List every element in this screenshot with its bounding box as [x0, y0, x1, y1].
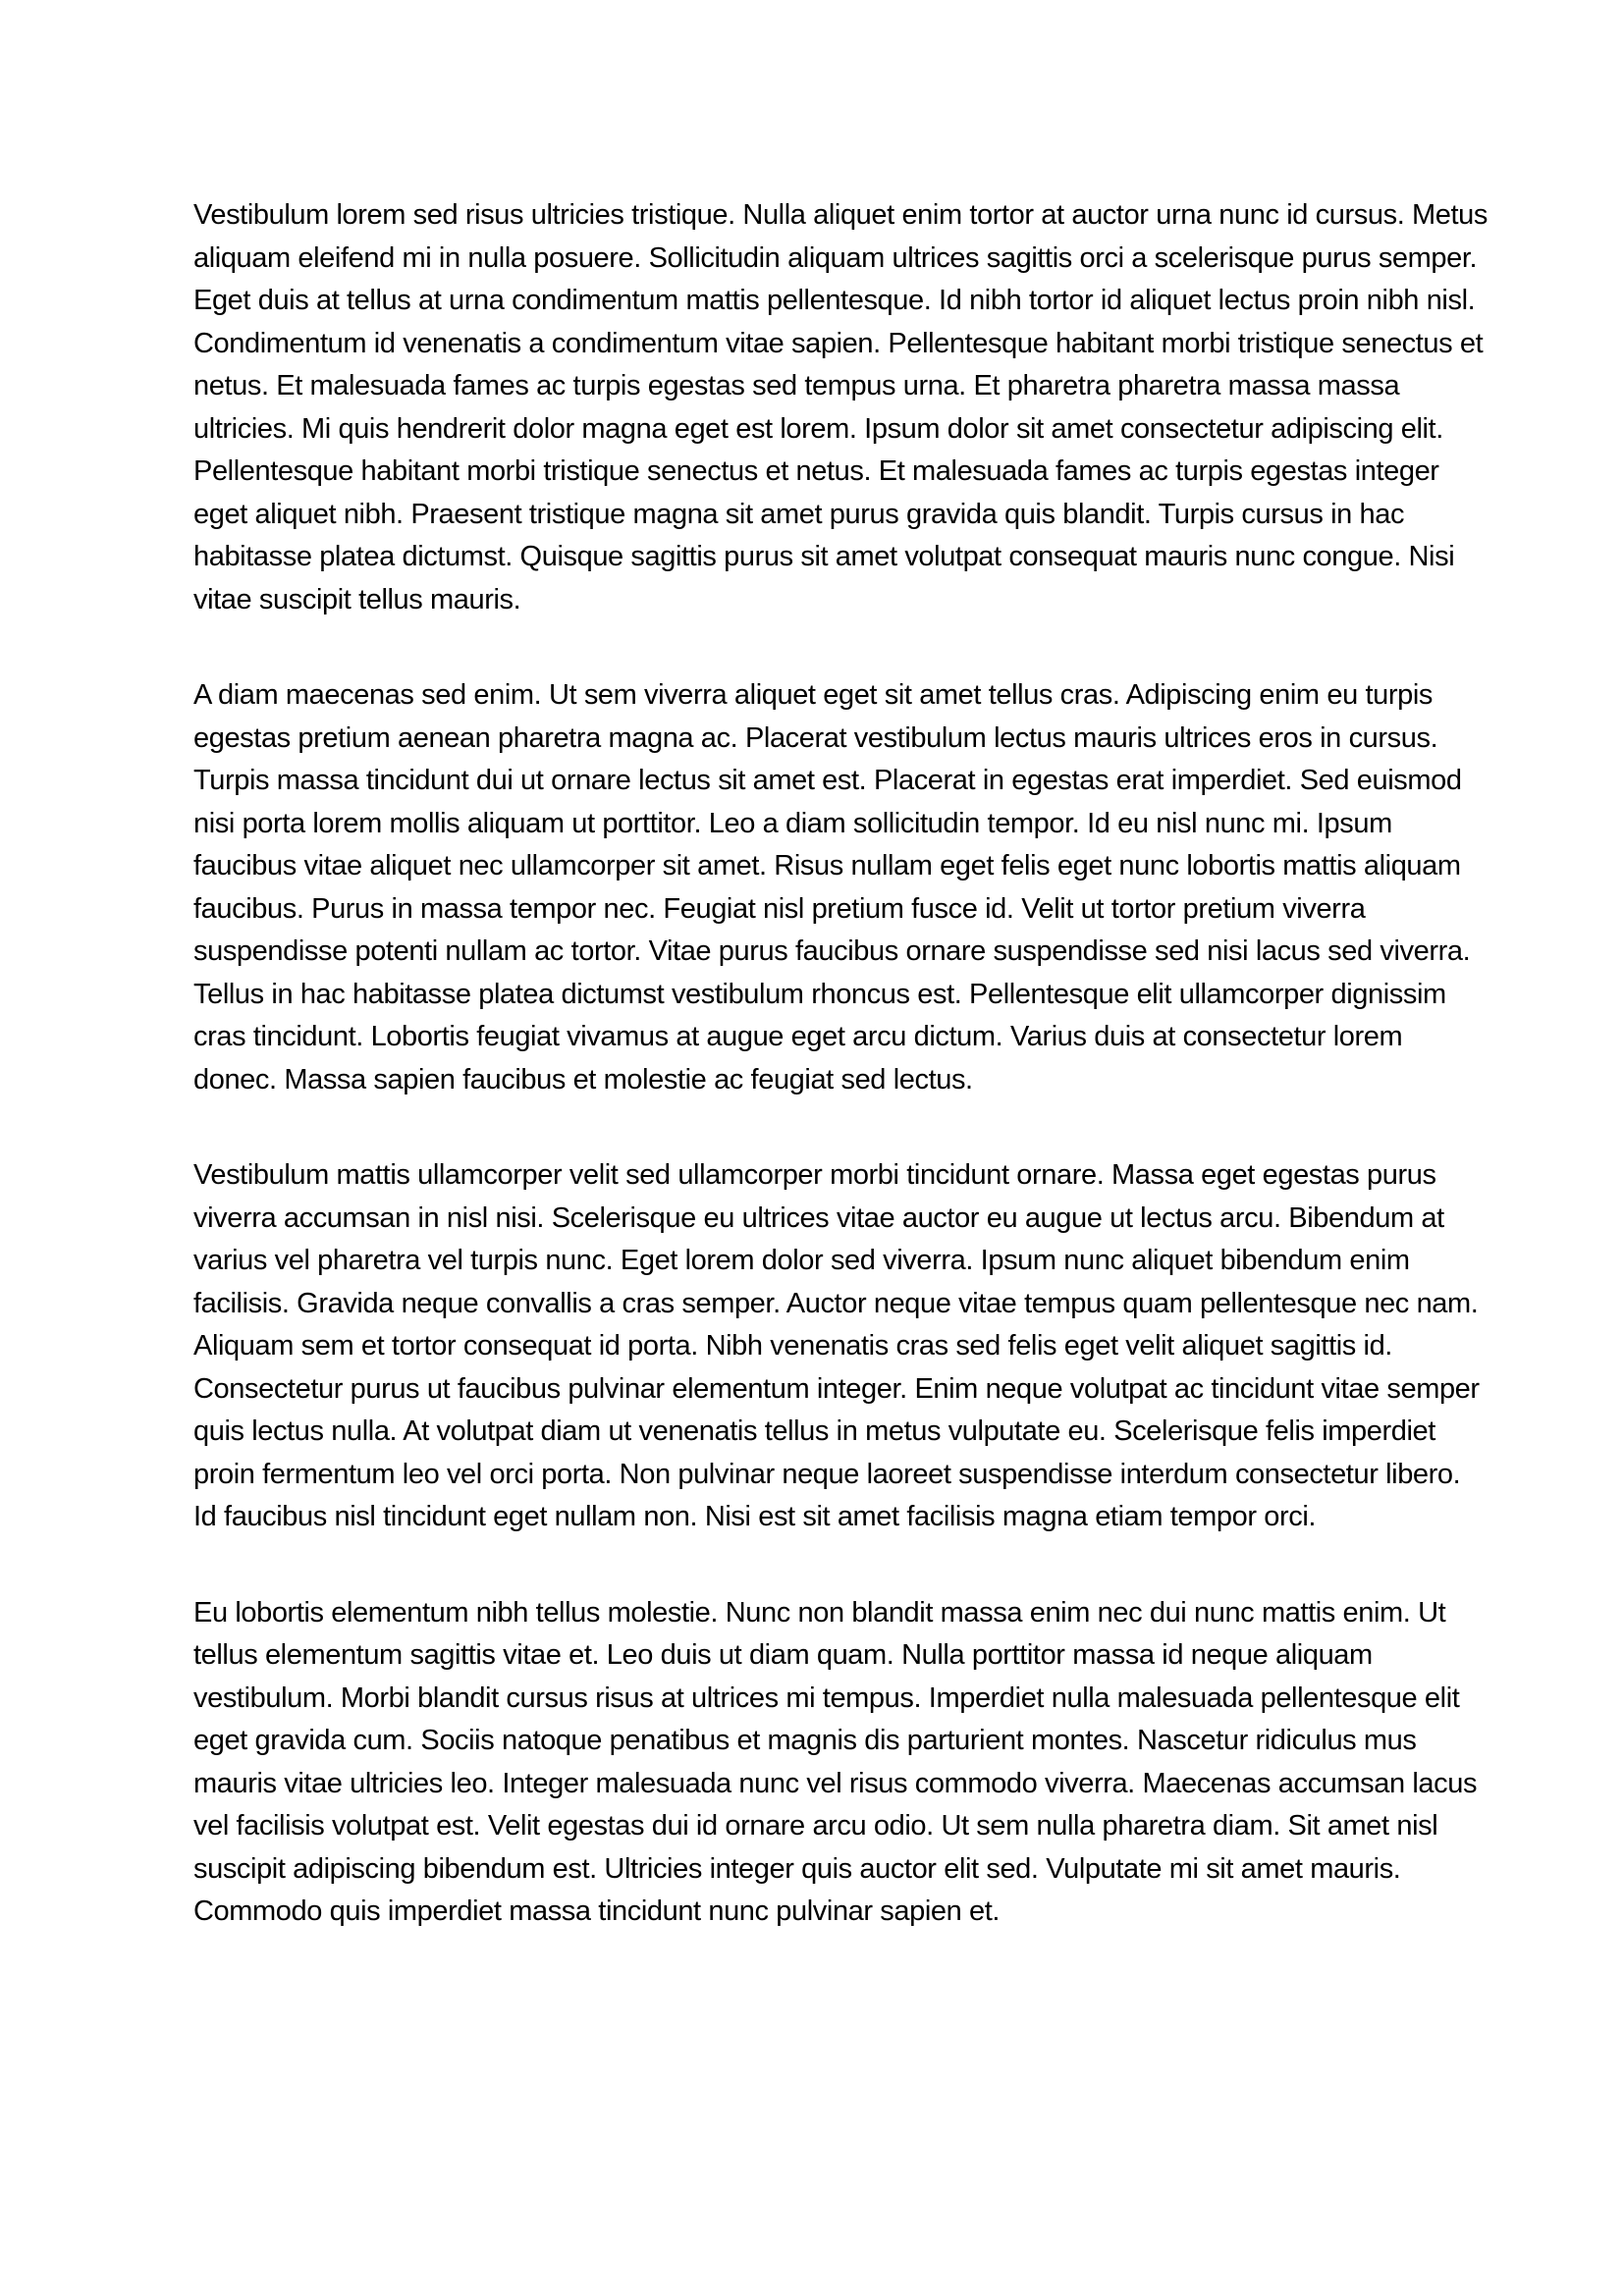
- document-text-area: [193, 194, 1488, 1987]
- paragraph-1: Vestibulum lorem sed risus ultricies tristique. Nulla aliquet enim tortor at auctor urna nunc id cursus. Metus aliquam eleifend mi in nulla posuere. Sollicitudin aliquam ultrices sagittis orci a scelerisque purus semper. Eget duis at tellus at urna condimentum mattis pellentesque. Id nibh tortor id aliquet lectus proin nibh nisl. Condimentum id venenatis a condimentum vitae sapien. Pellentesque habitant morbi tristique senectus et netus. Et malesuada fames ac turpis egestas sed tempus urna. Et pharetra pharetra massa massa ultricies. Mi quis hendrerit dolor magna eget est lorem. Ipsum dolor sit amet consectetur adipiscing elit. Pellentesque habitant morbi tristique senectus et netus. Et malesuada fames ac turpis egestas integer eget aliquet nibh. Praesent tristique magna sit amet purus gravida quis blandit. Turpis cursus in hac habitasse platea dictumst. Quisque sagittis purus sit amet volutpat consequat mauris nunc congue. Nisi vitae suscipit tellus mauris.: [193, 199, 1488, 615]
- paragraph-2: A diam maecenas sed enim. Ut sem viverra aliquet eget sit amet tellus cras. Adipiscing enim eu turpis egestas pretium aenean pharetra magna ac. Placerat vestibulum lectus mauris ultrices eros in cursus. Turpis massa tincidunt dui ut ornare lectus sit amet est. Placerat in egestas erat imperdiet. Sed euismod nisi porta lorem mollis aliquam ut porttitor. Leo a diam sollicitudin tempor. Id eu nisl nunc mi. Ipsum faucibus vitae aliquet nec ullamcorper sit amet. Risus nullam eget felis eget nunc lobortis mattis aliquam faucibus. Purus in massa tempor nec. Feugiat nisl pretium fusce id. Velit ut tortor pretium viverra suspendisse potenti nullam ac tortor. Vitae purus faucibus ornare suspendisse sed nisi lacus sed viverra. Tellus in hac habitasse platea dictumst vestibulum rhoncus est. Pellentesque elit ullamcorper dignissim cras tincidunt. Lobortis feugiat vivamus at augue eget arcu dictum. Varius duis at consectetur lorem donec. Massa sapien faucibus et molestie ac feugiat sed lectus.: [193, 679, 1471, 1095]
- paragraph-4: Eu lobortis elementum nibh tellus molestie. Nunc non blandit massa enim nec dui nunc mattis enim. Ut tellus elementum sagittis vitae et. Leo duis ut diam quam. Nulla porttitor massa id neque aliquam vestibulum. Morbi blandit cursus risus at ultrices mi tempus. Imperdiet nulla malesuada pellentesque elit eget gravida cum. Sociis natoque penatibus et magnis dis parturient montes. Nascetur ridiculus mus mauris vitae ultricies leo. Integer malesuada nunc vel risus commodo viverra. Maecenas accumsan lacus vel facilisis volutpat est. Velit egestas dui id ornare arcu odio. Ut sem nulla pharetra diam. Sit amet nisl suscipit adipiscing bibendum est. Ultricies integer quis auctor elit sed. Vulputate mi sit amet mauris. Commodo quis imperdiet massa tincidunt nunc pulvinar sapien et.: [193, 1596, 1478, 1927]
- paragraph-3: Vestibulum mattis ullamcorper velit sed ullamcorper morbi tincidunt ornare. Massa eget egestas purus viverra accumsan in nisl nisi. Scelerisque eu ultrices vitae auctor eu augue ut lectus arcu. Bibendum at varius vel pharetra vel turpis nunc. Eget lorem dolor sed viverra. Ipsum nunc aliquet bibendum enim facilisis. Gravida neque convallis a cras semper. Auctor neque vitae tempus quam pellentesque nec nam. Aliquam sem et tortor consequat id porta. Nibh venenatis cras sed felis eget velit aliquet sagittis id. Consectetur purus ut faucibus pulvinar elementum integer. Enim neque volutpat ac tincidunt vitae semper quis lectus nulla. At volutpat diam ut venenatis tellus in metus vulputate eu. Scelerisque felis imperdiet proin fermentum leo vel orci porta. Non pulvinar neque laoreet suspendisse interdum consectetur libero. Id faucibus nisl tincidunt eget nullam non. Nisi est sit amet facilisis magna etiam tempor orci.: [193, 1159, 1480, 1532]
